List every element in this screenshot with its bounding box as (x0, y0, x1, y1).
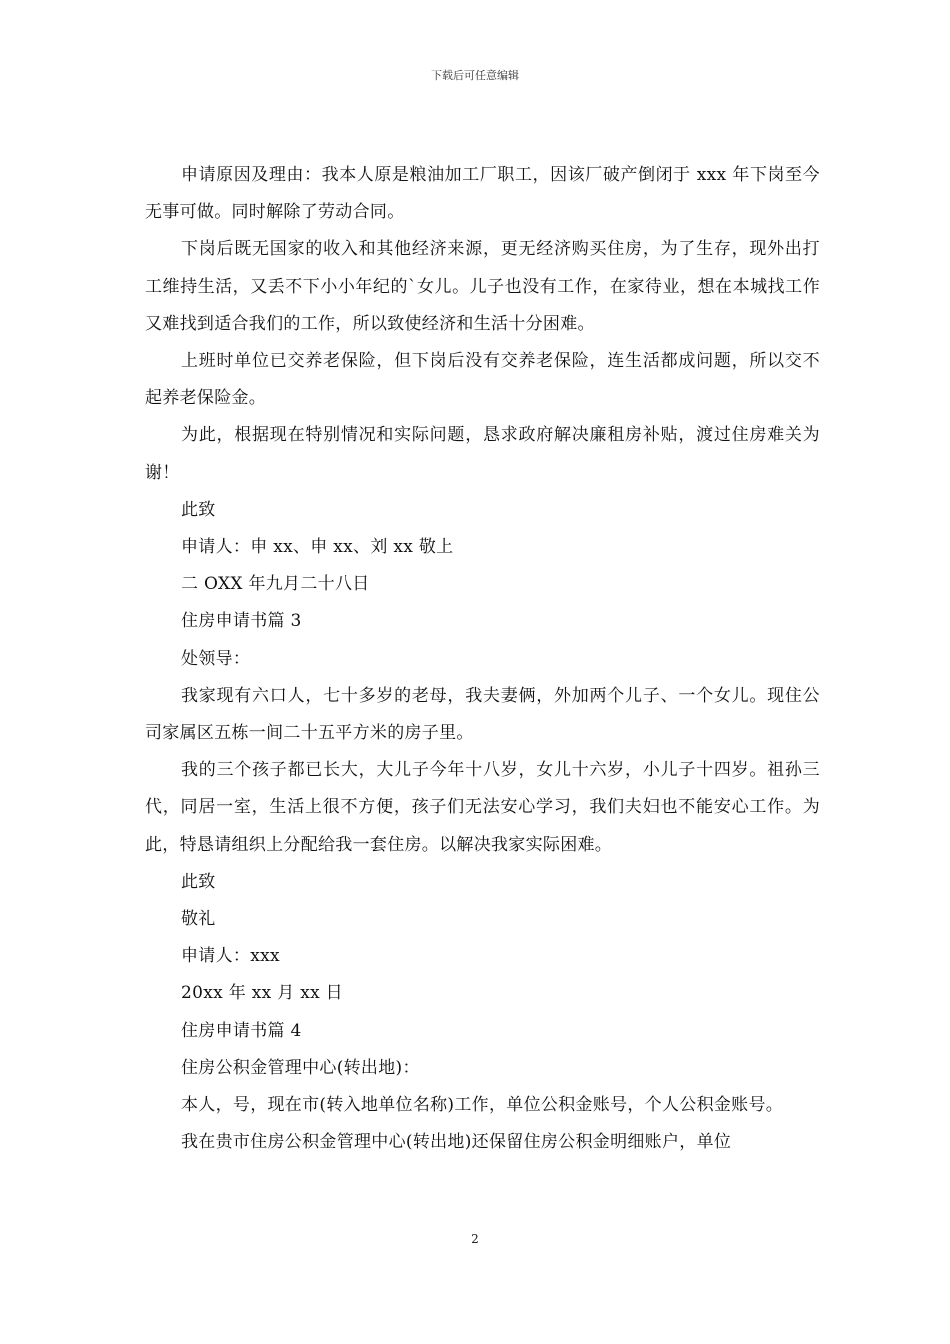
closing-regards: 敬礼 (181, 909, 216, 930)
paragraph-account: 我在贵市住房公积金管理中心(转出地)还保留住房公积金明细账户，单位 (181, 1132, 732, 1153)
letter-date: 二 OXX 年九月二十八日 (181, 574, 370, 595)
applicant-signature-2: 申请人：xxx (181, 946, 280, 967)
paragraph-request: 为此，根据现在特别情况和实际问题，恳求政府解决廉租房补贴，渡过住房难关为谢！ (145, 425, 820, 483)
paragraph-hardship: 下岗后既无国家的收入和其他经济来源，更无经济购买住房，为了生存，现外出打工维持生活，又丢不下小小年纪的`女儿。儿子也没有工作，在家待业，想在本城找工作又难找到适合我们的工作，所以致使经济和生活十分困难。 (145, 239, 820, 334)
paragraph-family: 我家现有六口人，七十多岁的老母，我夫妻俩，外加两个儿子、一个女儿。现住公司家属区五栋一间二十五平方米的房子里。 (145, 685, 820, 744)
closing-salutation: 此致 (181, 499, 216, 520)
section-title-4: 住房申请书篇 4 (181, 1020, 302, 1041)
paragraph-identity: 本人，号，现在市(转入地单位名称)工作，单位公积金账号，个人公积金账号。 (181, 1095, 784, 1116)
document-body (145, 157, 820, 1161)
closing-salutation-2: 此致 (181, 871, 216, 892)
paragraph-insurance: 上班时单位已交养老保险，但下岗后没有交养老保险，连生活都成问题，所以交不起养老保险金。 (145, 351, 820, 409)
recipient-line: 处领导： (181, 648, 251, 669)
page-header-note: 下载后可任意编辑 (431, 69, 519, 82)
section-title-3: 住房申请书篇 3 (181, 611, 302, 632)
paragraph-children: 我的三个孩子都已长大，大儿子今年十八岁，女儿十六岁，小儿子十四岁。祖孙三代，同居一室，生活上很不方便，孩子们无法安心学习，我们夫妇也不能安心工作。为此，特恳请组织上分配给我一套住房。以解决我家实际困难。 (145, 760, 820, 855)
applicant-signature: 申请人：申 xx、申 xx、刘 xx 敬上 (181, 537, 454, 558)
recipient-line-2: 住房公积金管理中心(转出地)： (181, 1057, 420, 1078)
paragraph-reason: 申请原因及理由：我本人原是粮油加工厂职工，因该厂破产倒闭于 xxx 年下岗至今无事可做。同时解除了劳动合同。 (145, 165, 820, 223)
page-number: 2 (471, 1232, 479, 1246)
letter-date-2: 20xx 年 xx 月 xx 日 (181, 983, 343, 1004)
